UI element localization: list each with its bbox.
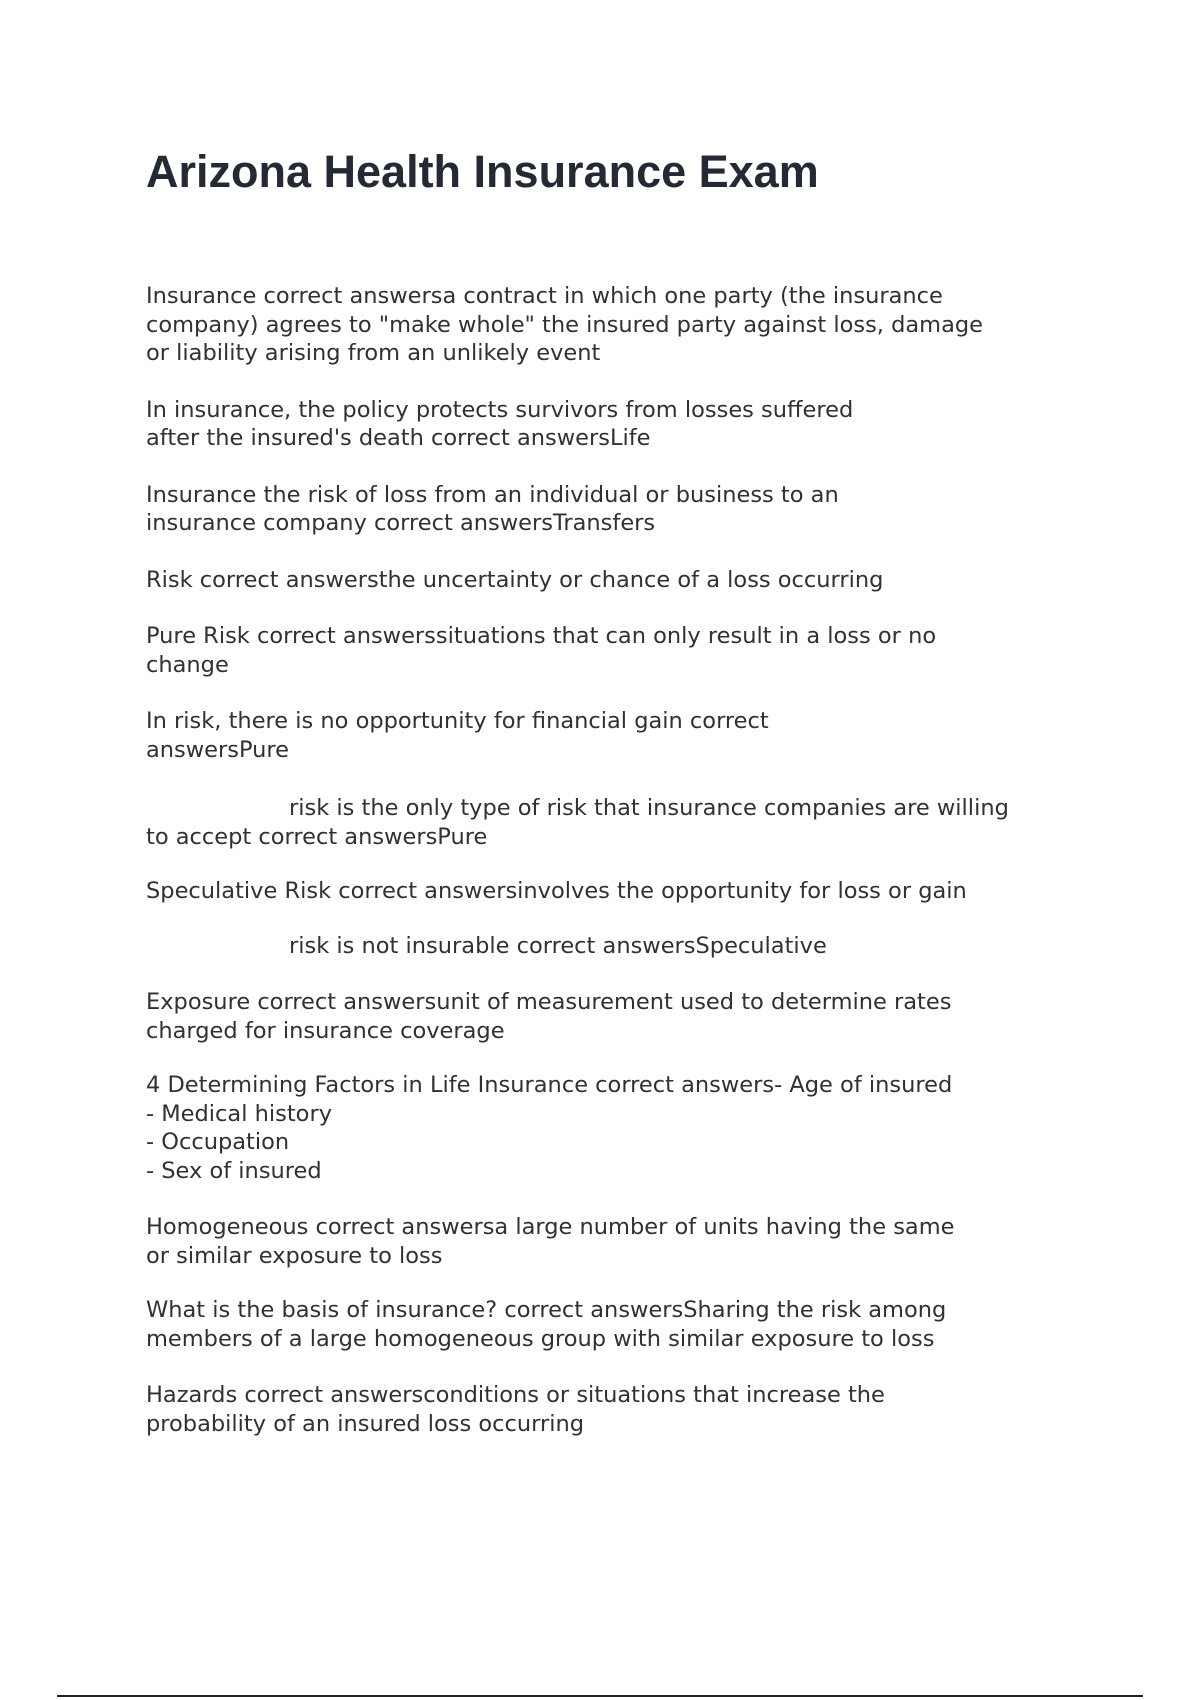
entry-pure-risk-accepted: risk is the only type of risk that insurance companies are willing to accept correct answersPure [146,795,1009,850]
entry-pure-risk: Pure Risk correct answerssituations that can only result in a loss or no change [146,623,937,678]
entry-speculative-risk: Speculative Risk correct answersinvolves the opportunity for loss or gain [146,878,967,904]
entry-speculative-not-insurable: risk is not insurable correct answersSpeculative [289,932,827,959]
document-body [146,282,1076,1466]
entry-risk: Risk correct answersthe uncertainty or chance of a loss occurring [146,566,884,593]
entry-exposure: Exposure correct answersunit of measurement used to determine rates charged for insurance coverage [146,989,952,1044]
entry-transfers: Insurance the risk of loss from an individual or business to an insurance company correct answersTransfers [146,481,839,536]
entry-pure-risk-gain: In risk, there is no opportunity for financial gain correct answersPure [146,708,769,763]
entry-life-insurance-factors: 4 Determining Factors in Life Insurance correct answers- Age of insured - Medical history - Occupation - Sex of insured [146,1072,953,1184]
footer-divider [57,1695,1143,1697]
entry-hazards: Hazards correct answersconditions or situations that increase the probability of an insured loss occurring [146,1382,885,1437]
entry-basis-of-insurance: What is the basis of insurance? correct answersSharing the risk among members of a large homogeneous group with similar exposure to loss [146,1297,947,1352]
page-title: Arizona Health Insurance Exam [146,146,819,197]
entry-homogeneous: Homogeneous correct answersa large number of units having the same or similar exposure to loss [146,1214,955,1269]
entry-life-insurance: In insurance, the policy protects survivors from losses suffered after the insured's death correct answersLife [146,396,854,451]
entry-insurance: Insurance correct answersa contract in which one party (the insurance company) agrees to "make whole" the insured party against loss, damage or liability arising from an unlikely event [146,283,984,366]
